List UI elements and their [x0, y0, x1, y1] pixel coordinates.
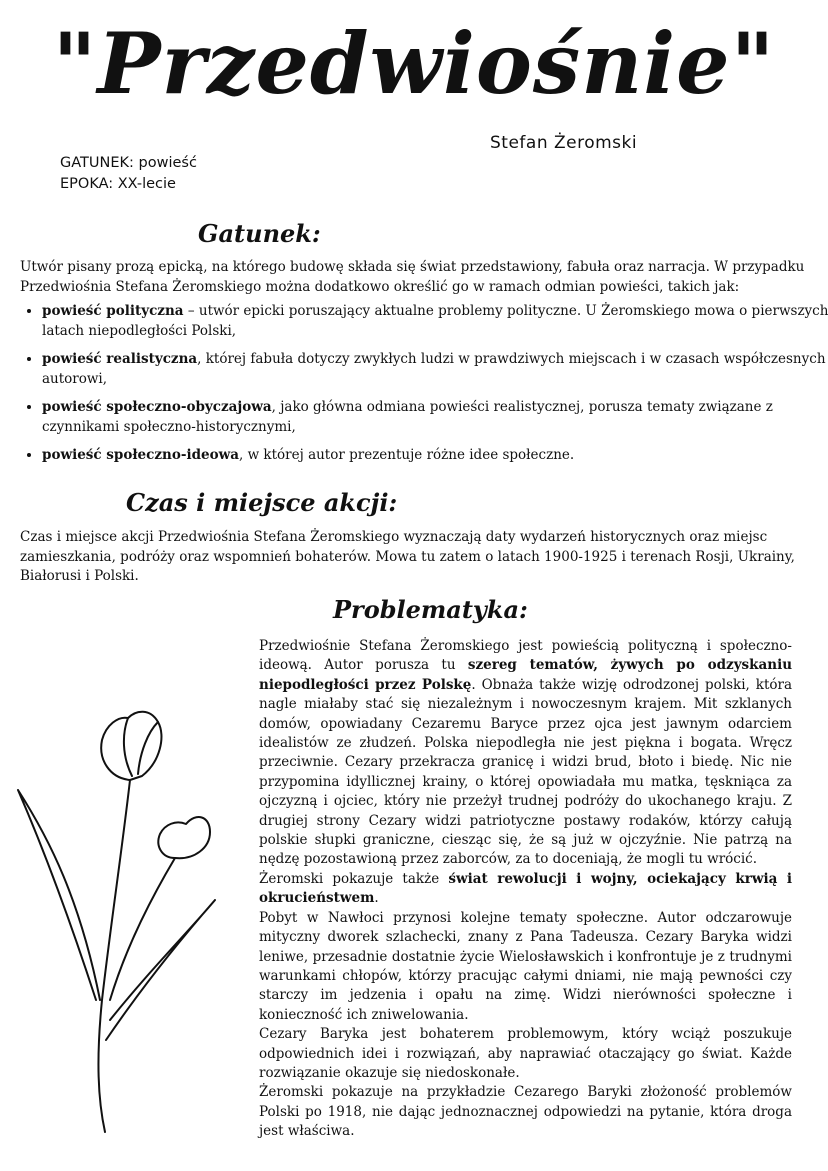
- problem-paragraph: Żeromski pokazuje na przykładzie Cezarego Baryki złożoność problemów Polski po 1918, nie dając jednoznacznej odpowiedzi na pytanie, która droga jest właściwa.: [259, 1084, 792, 1140]
- genre-term: powieść społeczno-ideowa: [42, 447, 239, 463]
- text-run: .: [374, 890, 379, 907]
- problem-paragraph: [259, 637, 792, 870]
- genre-term: powieść społeczno-obyczajowa: [42, 399, 272, 415]
- list-item: [42, 350, 828, 389]
- tulip-leaf-left: [18, 790, 100, 1000]
- gatunek-intro: Utwór pisany prozą epicką, na którego budowę składa się świat przedstawiony, fabuła oraz narracja. W przypadku Przedwiośnia Stefana Żeromskiego można dodatkowo określić go w ramach odmian powieści, takich jak:: [20, 259, 805, 295]
- heading-problematyka: Problematyka:: [333, 595, 528, 624]
- genre-line: GATUNEK: powieść: [60, 155, 197, 171]
- problematyka-body: [259, 637, 792, 1142]
- tulip-head-small: [158, 817, 210, 858]
- heading-gatunek: Gatunek:: [198, 219, 321, 248]
- meta-block: [60, 153, 197, 195]
- genre-desc: , w której autor prezentuje różne idee społeczne.: [238, 447, 575, 463]
- genre-term: powieść polityczna: [42, 303, 184, 319]
- problem-paragraph: Pobyt w Nawłoci przynosi kolejne tematy społeczne. Autor odczarowuje mityczny dworek szlachecki, znany z Pana Tadeusza. Cezary Baryka widzi leniwe, przesadnie dostatnie życie Wielosławskich i konfrontuje je z trudnymi warunkami chłopów, którzy pracując całymi dniami, nie mają pewności czy starczy im jedzenia i opału na zimę. Widzi nierówności społeczne i konieczność ich zniwelowania.: [259, 909, 792, 1023]
- tulip-stem-second: [110, 858, 175, 1000]
- epoch-line: EPOKA: XX-lecie: [60, 176, 176, 192]
- author-name: Stefan Żeromski: [490, 133, 638, 153]
- list-item: [42, 302, 828, 341]
- genre-desc: , jako główna odmiana powieści realistycznej, porusza tematy związane z czynnikami społeczno-historycznymi,: [42, 399, 773, 435]
- bold-run: świat rewolucji i wojny, ociekający krwią i okrucieństwem: [259, 870, 793, 907]
- genre-desc: , której fabuła dotyczy zwykłych ludzi w prawdziwych miejscach i w czasach współczesnych autorowi,: [42, 351, 826, 387]
- problem-paragraph: Cezary Baryka jest bohaterem problemowym, który wciąż poszukuje odpowiednich idei i rozwiązań, aby naprawiać otaczający go świat. Każde rozwiązanie okazuje się niedoskonałe.: [259, 1026, 792, 1081]
- heading-czas: Czas i miejsce akcji:: [126, 488, 398, 517]
- tulip-head-large: [101, 712, 161, 780]
- tulip-line-drawing-icon: [10, 700, 230, 1140]
- page-title: "Przedwiośnie": [52, 14, 776, 113]
- bold-run: szereg tematów, żywych po odzyskaniu niepodległości przez Polskę: [259, 657, 793, 693]
- tulip-leaf-right: [106, 900, 215, 1040]
- problem-paragraph: [259, 870, 792, 909]
- list-item: [42, 398, 828, 437]
- text-run: . Obnaża także wizję odrodzonej polski, która nagle miałaby stać się niezależnym i nowoczesnym krajem. Mit szklanych domów, opowiadany Cezaremu Baryce przez ojca jest jawnym odarciem idealistów ze złudzeń. Polska niepodległa nie jest piękna i bogata. Wręcz przeciwnie. Cezary przekracza granicę i widzi brud, błoto i biedę. Nic nie przypomina idyllicznej krainy, o której opowiadała mu matka, tęskniąca za ojczyzną i ojciec, który nie przeżył trudnej podróży do ukochanego kraju. Z drugiej strony Cezary widzi patriotyczne postawy rodaków, którzy całują polskie słupki graniczne, ciesząc się, że są już w ojczyźnie. Nie patrzą na nędzę pozostawioną przez zaborców, za to doceniają, że mogli tu wrócić.: [259, 676, 792, 868]
- tulip-petal-inner: [124, 718, 158, 776]
- genre-term: powieść realistyczna: [42, 351, 198, 367]
- genre-list: [22, 302, 828, 475]
- text-run: Żeromski pokazuje także: [259, 870, 449, 887]
- czas-text: Czas i miejsce akcji Przedwiośnia Stefana Żeromskiego wyznaczają daty wydarzeń historycznych oraz miejsc zamieszkania, podróży oraz wspomnień bohaterów. Mowa tu zatem o latach 1900-1925 i terenach Rosji, Ukrainy, Białorusi i Polski.: [20, 529, 795, 584]
- genre-desc: – utwór epicki poruszający aktualne problemy polityczne. U Żeromskiego mowa o pierwszych latach niepodległości Polski,: [42, 303, 828, 339]
- text-run: Przedwiośnie Stefana Żeromskiego jest powieścią polityczną i społeczno-ideową. Autor porusza tu: [259, 638, 792, 674]
- list-item: [42, 446, 828, 466]
